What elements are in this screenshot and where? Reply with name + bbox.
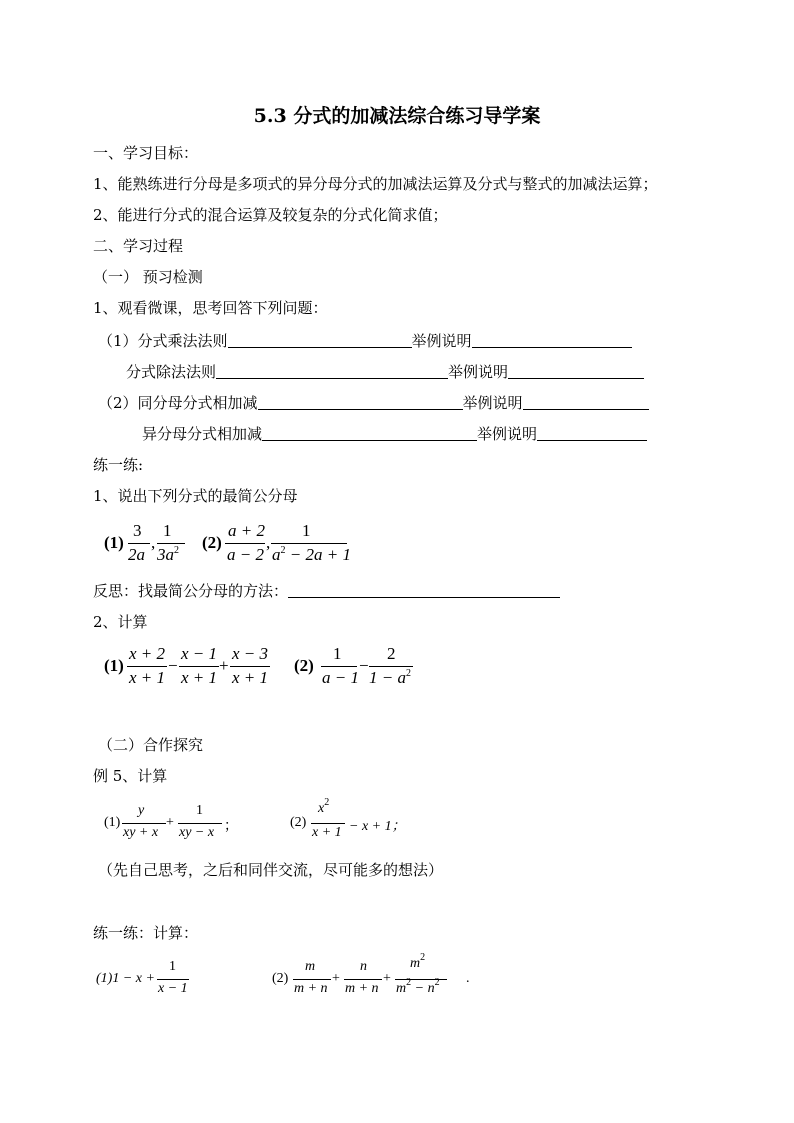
practice-heading: 练一练: <box>93 456 144 474</box>
expression-lead: (1)1 − x + <box>96 971 155 986</box>
comma: , <box>266 533 271 552</box>
operator: + <box>219 656 229 675</box>
fraction-denominator: x + 1 <box>312 825 342 840</box>
problem-number: (1) <box>104 656 124 675</box>
answer-blank[interactable] <box>228 331 412 348</box>
practice-compute: 练一练：计算： <box>93 924 199 942</box>
page-title: 5.3 分式的加减法综合练习导学案 <box>253 105 541 127</box>
fraction-numerator: 1 <box>302 521 311 540</box>
practice-1: 1、说出下列分式的最简公分母 <box>93 487 298 505</box>
fraction-denominator: $3a^2$ <box>157 545 179 564</box>
operator: + <box>332 971 340 986</box>
fill-row-3 <box>98 393 649 413</box>
fraction-denominator: 2a <box>128 545 145 564</box>
fraction-denominator: xy + x <box>123 825 159 840</box>
example-label: 举例说明 <box>462 394 523 412</box>
fraction-bar <box>128 543 150 544</box>
fraction-bar <box>311 823 345 824</box>
fraction-bar <box>271 543 347 544</box>
fraction-denominator: a − 1 <box>322 668 359 687</box>
operator: + <box>166 815 174 830</box>
fraction-numerator: 3 <box>133 521 142 540</box>
example-label: 举例说明 <box>448 363 509 381</box>
fraction-denominator: $m^2 - n^2$ <box>396 977 440 996</box>
row-label: （1）分式乘法法则 <box>98 332 228 350</box>
fraction-bar <box>293 979 331 980</box>
reflection <box>93 581 560 601</box>
fill-row-1 <box>98 331 632 351</box>
problem-number: (1) <box>104 533 124 552</box>
goal-item-2: 2、能进行分式的混合运算及较复杂的分式化简求值； <box>93 206 448 224</box>
example-5: 例 5、计算 <box>93 767 168 785</box>
fraction-bar <box>157 979 189 980</box>
example-blank[interactable] <box>523 393 649 410</box>
fraction-numerator: a + 2 <box>228 521 265 540</box>
example-blank[interactable] <box>508 362 644 379</box>
fraction-bar <box>122 823 166 824</box>
fraction-numerator: 1 <box>163 521 172 540</box>
fraction-denominator: m + n <box>345 981 379 996</box>
fraction-numerator: $x^2$ <box>318 797 330 816</box>
example-label: 举例说明 <box>411 332 472 350</box>
operator: − <box>359 656 369 675</box>
fraction-denominator: $1 - a^2$ <box>369 668 411 687</box>
example-blank[interactable] <box>537 424 647 441</box>
fraction-denominator: x + 1 <box>129 668 166 687</box>
answer-blank[interactable] <box>262 424 477 441</box>
fraction-denominator: xy − x <box>179 825 215 840</box>
fraction-denominator: $a^2 - 2a + 1$ <box>272 545 351 564</box>
fraction-denominator: x + 1 <box>181 668 218 687</box>
problem-number: (2) <box>202 533 222 552</box>
fraction-numerator: 2 <box>387 644 396 663</box>
reflection-label: 反思：找最简公分母的方法： <box>93 582 289 600</box>
fraction-bar <box>178 823 222 824</box>
fraction-numerator: 1 <box>333 644 342 663</box>
preview-heading: （一） 预习检测 <box>93 268 203 286</box>
fraction-numerator: m <box>305 959 316 974</box>
answer-blank[interactable] <box>216 362 448 379</box>
row-label: 异分母分式相加减 <box>142 425 263 443</box>
example-blank[interactable] <box>472 331 632 348</box>
period: . <box>466 971 470 986</box>
fraction-bar <box>369 666 413 667</box>
problem-number: (2) <box>294 656 314 675</box>
goals-heading: 一、学习目标： <box>93 144 199 162</box>
cooperation-heading: （二）合作探究 <box>98 736 204 754</box>
fraction-bar <box>230 666 270 667</box>
problem-number: (1) <box>104 815 121 830</box>
separator: ； <box>224 819 238 834</box>
row-label: （2）同分母分式相加减 <box>98 394 258 412</box>
fraction-bar <box>321 666 357 667</box>
fraction-numerator: $m^2$ <box>410 952 426 971</box>
operator: + <box>383 971 391 986</box>
fraction-numerator: 1 <box>196 803 203 818</box>
practice-2: 2、计算 <box>93 613 148 631</box>
process-heading: 二、学习过程 <box>93 237 184 255</box>
fraction-denominator: a − 2 <box>227 545 264 564</box>
answer-blank[interactable] <box>258 393 463 410</box>
expression-rest: − x + 1； <box>349 819 406 834</box>
fraction-bar <box>179 666 219 667</box>
row-label: 分式除法法则 <box>126 363 217 381</box>
fraction-bar <box>127 666 167 667</box>
fraction-numerator: 1 <box>169 959 176 974</box>
thinking-note: （先自己思考，之后和同伴交流，尽可能多的想法） <box>98 861 444 879</box>
fraction-numerator: x − 1 <box>181 644 218 663</box>
example-label: 举例说明 <box>477 425 538 443</box>
fraction-numerator: x − 3 <box>232 644 269 663</box>
fraction-bar <box>157 543 185 544</box>
fraction-bar <box>344 979 382 980</box>
problem-number: (2) <box>272 971 289 986</box>
fill-row-4 <box>142 424 647 444</box>
fraction-denominator: m + n <box>294 981 328 996</box>
fraction-bar <box>225 543 265 544</box>
fill-row-2 <box>126 362 644 382</box>
fraction-numerator: y <box>138 803 145 818</box>
fraction-numerator: x + 2 <box>129 644 166 663</box>
question-1: 1、观看微课，思考回答下列问题： <box>93 299 328 317</box>
goal-item-1: 1、能熟练进行分母是多项式的异分母分式的加减法运算及分式与整式的加减法运算； <box>93 175 658 193</box>
operator: − <box>168 656 178 675</box>
fraction-denominator: x + 1 <box>232 668 269 687</box>
comma: , <box>151 533 156 552</box>
fraction-denominator: x − 1 <box>158 981 188 996</box>
problem-number: (2) <box>290 815 307 830</box>
answer-blank[interactable] <box>288 581 560 598</box>
fraction-numerator: n <box>360 959 367 974</box>
